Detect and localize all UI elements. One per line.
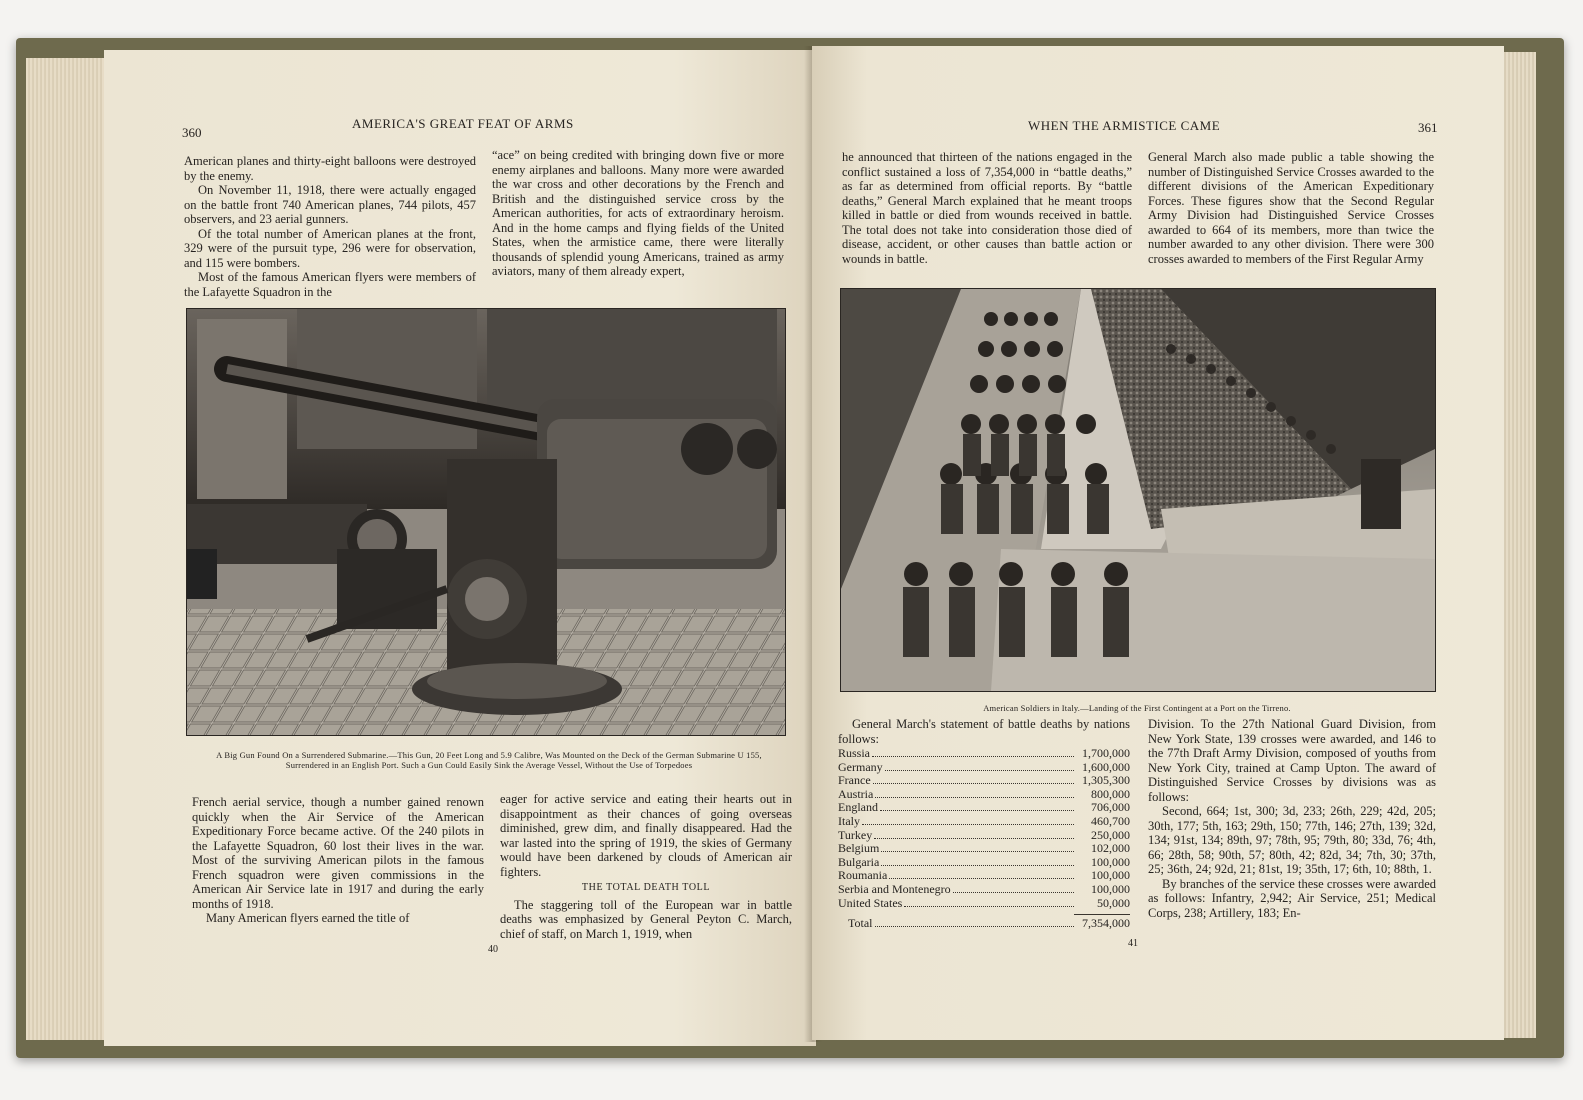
total-row [838, 917, 1130, 931]
left-col2-bottom [500, 792, 792, 941]
photo-soldiers-italy [840, 288, 1436, 692]
right-photo-caption: American Soldiers in Italy.—Landing of the First Contingent at a Port on the Tirreno. [983, 703, 1291, 713]
paragraph: American planes and thirty-eight balloons were destroyed by the enemy. [184, 154, 476, 183]
paragraph: French aerial service, though a number gained renown quickly when the Air Service of the American Expeditionary Force became active. Of the 240 pilots in the Lafayette Squadron, 60 lost their lives in the war. Most of the surviving American pilots in the famous French squadron were given commissions in the American Air Service late in 1917 and during the early months of 1918. [192, 795, 484, 911]
table-row [838, 897, 1130, 911]
nation-name: Belgium [838, 841, 880, 856]
right-col2-bottom [1148, 717, 1436, 920]
total-rule [1074, 914, 1130, 915]
dot-leader [875, 797, 1074, 798]
right-page-number: 361 [1418, 120, 1438, 135]
paragraph: Of the total number of American planes at the front, 329 were of the pursuit type, 296 were for observation, and 115 were bombers. [184, 226, 476, 270]
dot-leader [953, 892, 1074, 893]
death-count: 100,000 [1091, 881, 1130, 896]
table-row [838, 842, 1130, 856]
deaths-rows [838, 747, 1130, 910]
nation-name: England [838, 800, 878, 815]
paragraph: The staggering toll of the European war in battle deaths was emphasized by General Peyton C. March, chief of staff, on March 1, 1919, when [500, 897, 792, 941]
nation-name: Germany [838, 759, 883, 774]
dot-leader [862, 824, 1074, 825]
table-intro: General March's statement of battle deaths by nations follows: [838, 717, 1130, 746]
paragraph: Division. To the 27th National Guard Division, from New York State, 139 crosses were awarded, and 146 to the 77th Draft Army Division, composed of youths from New York City, trained at Camp Upton. The award of Distinguished Service Crosses by divisions was as follows: [1148, 717, 1436, 804]
dot-leader [872, 756, 1074, 757]
photo-submarine-gun [186, 308, 786, 736]
death-count: 1,700,000 [1082, 746, 1130, 760]
death-count: 706,000 [1091, 800, 1130, 815]
table-row [838, 883, 1130, 897]
dot-leader [874, 838, 1074, 839]
nation-name: France [838, 773, 871, 788]
left-col2-top [492, 148, 784, 279]
death-count: 460,700 [1091, 813, 1130, 828]
dot-leader [880, 810, 1074, 811]
nation-name: Serbia and Montenegro [838, 881, 951, 896]
death-count: 100,000 [1091, 868, 1130, 883]
nation-name: Roumania [838, 868, 888, 883]
dot-leader [875, 926, 1075, 927]
table-row [838, 815, 1130, 829]
dot-leader [889, 878, 1074, 879]
section-subhead: THE TOTAL DEATH TOLL [581, 882, 711, 893]
left-col1-top [184, 154, 476, 299]
right-page [812, 46, 1504, 1040]
left-col1-bottom [192, 795, 484, 926]
dot-leader [881, 865, 1074, 866]
page-edges-right [1502, 52, 1536, 1038]
left-page-number: 360 [182, 125, 202, 140]
table-row [838, 747, 1130, 761]
nation-name: Turkey [838, 827, 873, 842]
left-page [104, 50, 816, 1046]
table-row [838, 829, 1130, 843]
right-running-head: WHEN THE ARMISTICE CAME [1028, 118, 1221, 133]
nation-name: Bulgaria [838, 854, 880, 869]
death-count: 50,000 [1097, 895, 1130, 910]
dot-leader [904, 906, 1074, 907]
total-label: Total [848, 916, 873, 931]
battle-deaths-table [838, 717, 1130, 931]
dot-leader [881, 851, 1074, 852]
paragraph: eager for active service and eating their hearts out in disappointment as their chances of going overseas diminished, grew dim, and finally disappeared. Had the war lasted into the spring of 1919, the skies of Germany would have been darkened by clouds of American air fighters. [500, 792, 792, 879]
table-row [838, 856, 1130, 870]
death-count: 1,305,300 [1082, 773, 1130, 788]
paragraph: Most of the famous American flyers were members of the Lafayette Squadron in the [184, 270, 476, 299]
page-edges-left [26, 58, 108, 1040]
table-row [838, 761, 1130, 775]
death-count: 1,600,000 [1082, 759, 1130, 774]
nation-name: United States [838, 895, 903, 910]
paragraph: “ace” on being credited with bringing down five or more enemy airplanes and balloons. Many more were awarded the war cross and other decorations by the French and British and the distinguished service cross by the American authorities, for acts of extraordinary heroism. And in the home camps and flying fields of the United States, when the armistice came, there were literally thousands of splendid young Americans, trained as army aviators, many of them already expert, [492, 148, 784, 278]
right-folio: 41 [1128, 938, 1138, 949]
table-row [838, 774, 1130, 788]
nation-name: Italy [838, 813, 860, 828]
right-col1-top: he announced that thirteen of the nations engaged in the conflict sustained a loss of 7,354,000 in “battle deaths,” as far as determined from official reports. By “battle deaths,” General March explained that he meant troops killed in battle or died from wounds received in battle. The total does not take into consideration those died of disease, accident, or other causes than battle action or wounds in battle. [842, 150, 1132, 266]
paragraph: On November 11, 1918, there were actually engaged on the battle front 740 American planes, 744 pilots, 457 observers, and 23 aerial gunners. [184, 183, 476, 226]
death-count: 800,000 [1091, 786, 1130, 801]
paragraph: Many American flyers earned the title of [206, 911, 410, 925]
nation-name: Russia [838, 746, 871, 760]
death-count: 102,000 [1091, 841, 1130, 856]
nation-name: Austria [838, 786, 874, 801]
paragraph: By branches of the service these crosses were awarded as follows: Infantry, 2,942; Air Service, 251; Medical Corps, 238; Artillery, 183; En- [1148, 876, 1436, 920]
death-count: 250,000 [1091, 827, 1130, 842]
dot-leader [873, 783, 1074, 784]
paragraph: Second, 664; 1st, 300; 3d, 233; 26th, 229; 42d, 205; 30th, 177; 5th, 163; 29th, 150; 77th, 146; 27th, 139; 32d, 134; 91st, 134; 89th, 97; 78th, 95; 79th, 80; 33d, 76; 4th, 66; 28th, 58; 90th, 57; 80th, 42; 82d, 34; 7th, 30; 37th, 25; 36th, 24; 92d, 21; 81st, 19; 35th, 17; 6th, 10; 88th, 1. [1148, 804, 1436, 876]
table-row [838, 801, 1130, 815]
dot-leader [885, 770, 1074, 771]
left-folio: 40 [488, 944, 498, 955]
total-value: 7,354,000 [1082, 916, 1130, 931]
table-row [838, 788, 1130, 802]
death-count: 100,000 [1091, 854, 1130, 869]
left-running-head: AMERICA'S GREAT FEAT OF ARMS [352, 116, 574, 131]
left-photo-caption: A Big Gun Found On a Surrendered Submarine.—This Gun, 20 Feet Long and 5.9 Calibre, Was Mounted on the Deck of the German Submarine U 155, Surrendered in an English Port. Such a Gun Could Easily Sink the Average Vessel, Without the Use of Torpedoes [216, 750, 762, 770]
table-row [838, 869, 1130, 883]
right-col2-top: General March also made public a table showing the number of Distinguished Service Crosses awarded to the different divisions of the American Expeditionary Forces. These figures show that the Second Regular Army Division had Distinguished Service Crosses awarded to 664 of its members, more than twice the number awarded to any other division. There were 300 crosses awarded to members of the First Regular Army [1148, 150, 1434, 266]
